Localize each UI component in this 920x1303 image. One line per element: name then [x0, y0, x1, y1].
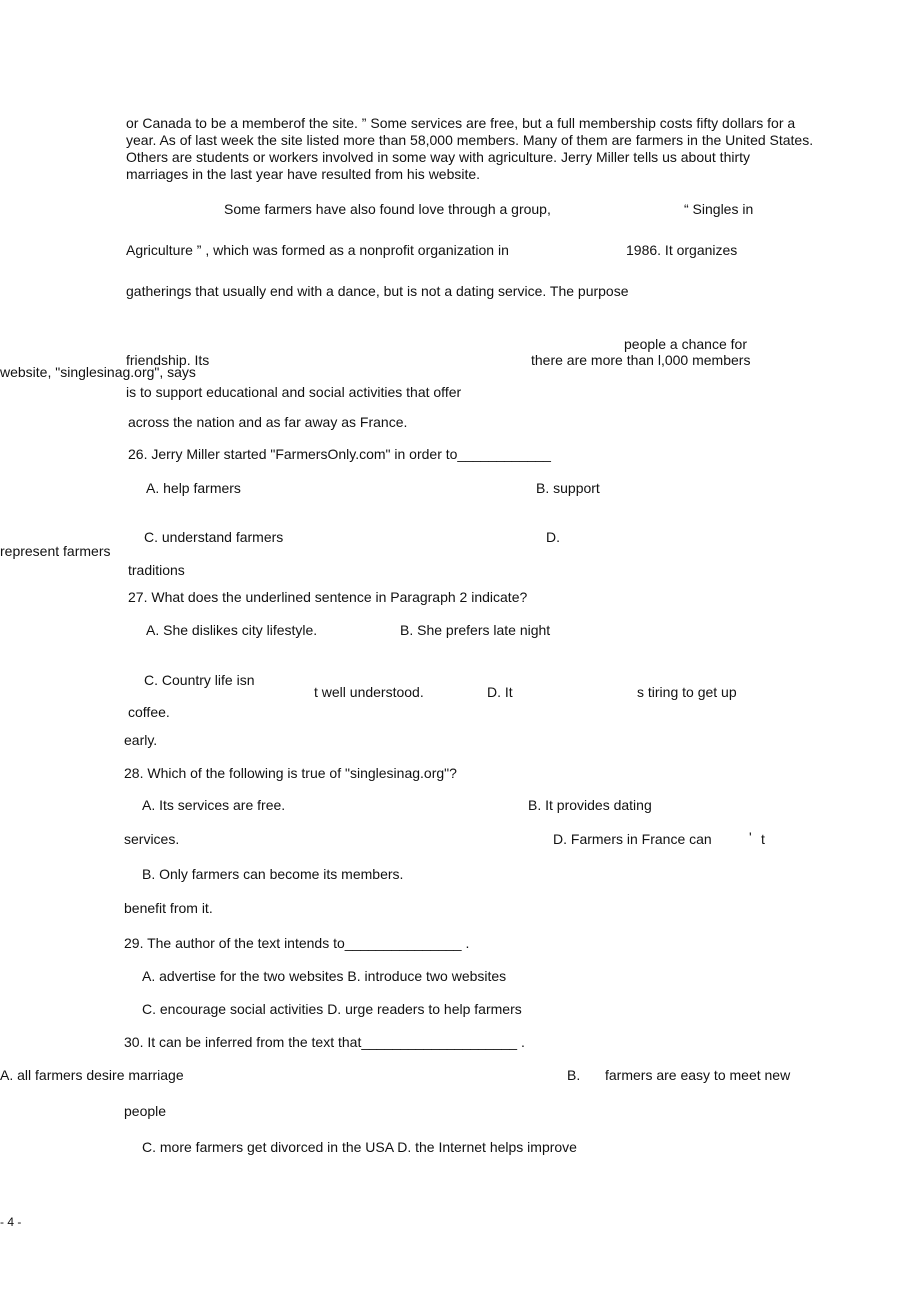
q26-option-b-cont: traditions: [128, 562, 185, 578]
paragraph-text: friendship. Its: [126, 352, 210, 368]
q28-option-b: B. It provides dating: [528, 797, 652, 813]
q29-options-ab: A. advertise for the two websites B. introduce two websites: [142, 968, 507, 984]
q28-option-c: B. Only farmers can become its members.: [142, 866, 404, 882]
q30-option-b: farmers are easy to meet new: [605, 1067, 791, 1083]
paragraph-text: people a chance for: [624, 336, 747, 352]
q28-option-d: D. Farmers in France can: [553, 831, 712, 847]
q28-option-d-apostrophe: ': [749, 829, 752, 845]
q27-option-d-cont2: early.: [124, 732, 158, 748]
paragraph-text: website, "singlesinag.org", says: [0, 364, 196, 380]
paragraph-text: is to support educational and social activities that offer: [126, 384, 462, 400]
q27-option-b-cont: coffee.: [128, 704, 170, 720]
intro-paragraph: or Canada to be a memberof the site. ” Some services are free, but a full membership costs fifty dollars for a year. As of last week the site listed more than 58,000 members. Many of them are farmers in the United States. Others are students or workers involved in some way with agriculture. Jerry Miller tells us about thirty marriages in the last year have resulted from his website.: [126, 115, 814, 182]
q27-option-d-cont: s tiring to get up: [637, 684, 737, 700]
q27-option-c: C. Country life isn: [144, 672, 255, 688]
q30-option-b-letter: B.: [567, 1067, 581, 1083]
q27-option-d: D. It: [487, 684, 513, 700]
q28-option-a: A. Its services are free.: [142, 797, 286, 813]
q28-option-b-cont: services.: [124, 831, 180, 847]
q26-option-a: A. help farmers: [146, 480, 241, 496]
q28-option-d-t: t: [761, 831, 765, 847]
q27-option-a: A. She dislikes city lifestyle.: [146, 622, 318, 638]
q26-option-d-cont: represent farmers: [0, 543, 111, 559]
paragraph-text: 1986. It organizes: [626, 242, 738, 258]
paragraph-text: Agriculture ” , which was formed as a nonprofit organization in: [126, 242, 509, 258]
paragraph-text: Some farmers have also found love through a group,: [224, 201, 551, 217]
question-29-stem: 29. The author of the text intends to_______________ .: [124, 935, 470, 951]
question-28-stem: 28. Which of the following is true of "singlesinag.org"?: [124, 765, 457, 781]
paragraph-text: there are more than l,000 members: [531, 352, 751, 368]
page-number: - 4 -: [0, 1215, 22, 1229]
q27-option-b: B. She prefers late night: [400, 622, 551, 638]
q26-option-b: B. support: [536, 480, 600, 496]
paragraph-text: across the nation and as far away as France.: [128, 414, 408, 430]
paragraph-text: “ Singles in: [684, 201, 754, 217]
q27-option-c-cont: t well understood.: [314, 684, 424, 700]
q30-option-a: A. all farmers desire marriage: [0, 1067, 184, 1083]
q26-option-d: D.: [546, 529, 560, 545]
question-27-stem: 27. What does the underlined sentence in Paragraph 2 indicate?: [128, 589, 528, 605]
question-26-stem: 26. Jerry Miller started "FarmersOnly.com" in order to____________: [128, 446, 551, 462]
q26-option-c: C. understand farmers: [144, 529, 284, 545]
q28-option-d-cont: benefit from it.: [124, 900, 213, 916]
q29-options-cd: C. encourage social activities D. urge readers to help farmers: [142, 1001, 522, 1017]
question-30-stem: 30. It can be inferred from the text that____________________ .: [124, 1034, 525, 1050]
q30-option-b-cont: people: [124, 1103, 167, 1119]
paragraph-text: gatherings that usually end with a dance, but is not a dating service. The purpose: [126, 283, 629, 299]
q30-options-cd: C. more farmers get divorced in the USA D. the Internet helps improve: [142, 1139, 577, 1155]
